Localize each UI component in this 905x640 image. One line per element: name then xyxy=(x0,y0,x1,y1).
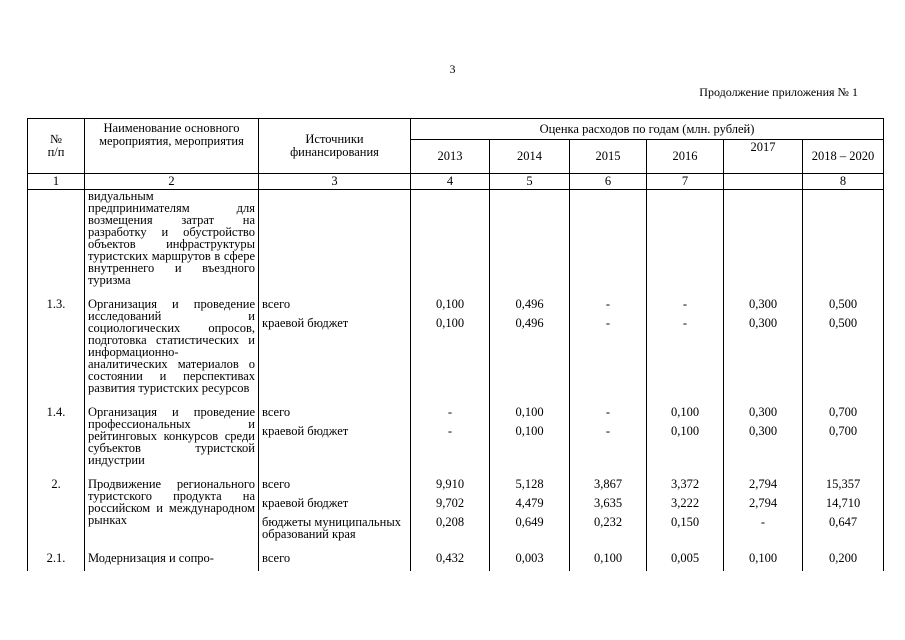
funding-source: бюджеты муниципальных образований края xyxy=(262,515,401,541)
expense-value: 0,300 xyxy=(748,316,778,330)
expense-value: 5,128 xyxy=(515,477,544,491)
year-values xyxy=(411,466,490,540)
expense-value: 0,496 xyxy=(515,297,544,311)
funding-sources xyxy=(259,540,411,571)
year-values xyxy=(647,394,724,466)
table-row xyxy=(28,286,884,394)
activity-name: Продвижение регионального туристского продукта на российском и международном рынках xyxy=(85,466,259,540)
expense-value: 0,100 xyxy=(515,405,544,419)
expense-value: 3,372 xyxy=(670,477,700,491)
header-year: 2013 xyxy=(411,140,490,174)
expense-value: 0,300 xyxy=(748,424,778,438)
expense-value: 0,100 xyxy=(435,316,465,330)
year-values xyxy=(490,466,570,540)
expenditure-table xyxy=(27,118,884,571)
year-values xyxy=(411,540,490,571)
col-number: 8 xyxy=(803,174,884,190)
year-values xyxy=(411,394,490,466)
year-values xyxy=(803,540,884,571)
expense-value: 9,910 xyxy=(435,477,465,491)
expense-value: 0,232 xyxy=(593,515,623,529)
funding-sources xyxy=(259,394,411,466)
year-values xyxy=(724,394,803,466)
expense-value: 0,100 xyxy=(670,424,700,438)
header-name: Наименование основного мероприятия, мероприятия xyxy=(85,119,259,174)
page-number: 3 xyxy=(449,62,456,76)
expense-value: - xyxy=(682,316,688,330)
expense-value: 9,702 xyxy=(435,496,465,510)
expense-value: 15,357 xyxy=(825,477,861,491)
continued-name: видуальным предпринимателям для возмещения затрат на разработку и обустройство объектов инфраструктуры туристских маршрутов в сфере внутреннего и въездного туризма xyxy=(85,190,259,287)
expense-value: 0,100 xyxy=(435,297,465,311)
expense-value: 2,794 xyxy=(748,496,778,510)
funding-source: краевой бюджет xyxy=(262,424,349,438)
expense-value: 0,300 xyxy=(748,405,778,419)
expense-value: 0,208 xyxy=(435,515,465,529)
expense-value: - xyxy=(447,424,453,438)
table-row xyxy=(28,466,884,540)
expense-value: 0,496 xyxy=(515,316,544,330)
header-estimate: Оценка расходов по годам (млн. рублей) xyxy=(411,119,884,140)
activity-name: Организация и проведение исследований и социологических опросов, подготовка статистических и информационно-аналитических материалов о состоянии и перспективах развития туристских ресурсов xyxy=(85,286,259,394)
col-number: 2 xyxy=(85,174,259,190)
funding-source: всего xyxy=(262,405,291,419)
column-numbers-row xyxy=(28,174,884,190)
expense-value: 0,200 xyxy=(828,551,858,565)
row-number: 2.1. xyxy=(28,540,85,571)
funding-source: всего xyxy=(262,477,291,491)
expense-value: 4,479 xyxy=(515,496,544,510)
expense-value: 14,710 xyxy=(825,496,861,510)
expense-value: 0,003 xyxy=(515,551,544,565)
year-values xyxy=(724,286,803,394)
header-year: 2015 xyxy=(570,140,647,174)
expense-value: - xyxy=(760,515,766,529)
header-num: № п/п xyxy=(28,119,85,174)
expense-value: 3,222 xyxy=(670,496,700,510)
expense-value: - xyxy=(605,316,611,330)
col-number: 7 xyxy=(647,174,724,190)
year-values xyxy=(490,394,570,466)
year-values xyxy=(647,286,724,394)
header-year: 2018 – 2020 xyxy=(803,140,884,174)
expense-value: 0,005 xyxy=(670,551,700,565)
expense-value: - xyxy=(447,405,453,419)
funding-sources xyxy=(259,286,411,394)
expense-value: 3,867 xyxy=(593,477,623,491)
year-values xyxy=(724,466,803,540)
funding-source: краевой бюджет xyxy=(262,496,349,510)
funding-source: всего xyxy=(262,551,291,565)
expense-value: 3,635 xyxy=(593,496,623,510)
expense-value: 0,100 xyxy=(593,551,623,565)
expense-value: 0,647 xyxy=(828,515,858,529)
expense-value: 0,150 xyxy=(670,515,700,529)
row-number: 1.3. xyxy=(28,286,85,394)
table-row xyxy=(28,540,884,571)
funding-sources xyxy=(259,466,411,540)
expense-value: 2,794 xyxy=(748,477,778,491)
col-number: 4 xyxy=(411,174,490,190)
year-values xyxy=(570,286,647,394)
header-year: 2016 xyxy=(647,140,724,174)
year-values xyxy=(803,394,884,466)
expense-value: - xyxy=(605,424,611,438)
year-values xyxy=(647,540,724,571)
table-row xyxy=(28,394,884,466)
expense-value: 0,700 xyxy=(828,405,858,419)
funding-source: всего xyxy=(262,297,291,311)
expense-value: 0,649 xyxy=(515,515,544,529)
year-values xyxy=(570,540,647,571)
col-number: 5 xyxy=(490,174,570,190)
year-values xyxy=(490,286,570,394)
expense-value: - xyxy=(682,297,688,311)
year-values xyxy=(803,466,884,540)
year-values xyxy=(490,540,570,571)
col-number: 3 xyxy=(259,174,411,190)
row-number: 1.4. xyxy=(28,394,85,466)
expense-value: 0,432 xyxy=(435,551,465,565)
header-sources: Источники финансирования xyxy=(259,119,411,174)
activity-name: Модернизация и сопро- xyxy=(85,540,259,571)
expense-value: - xyxy=(605,297,611,311)
year-values xyxy=(803,286,884,394)
table-row-continuation xyxy=(28,190,884,287)
col-number: 6 xyxy=(570,174,647,190)
year-values xyxy=(570,466,647,540)
expense-value: 0,100 xyxy=(670,405,700,419)
col-number xyxy=(724,174,803,190)
expense-value: 0,700 xyxy=(828,424,858,438)
activity-name: Организация и проведение профессиональных и рейтинговых конкурсов среди субъектов туристской индустрии xyxy=(85,394,259,466)
appendix-continuation-label: Продолжение приложения № 1 xyxy=(699,85,858,99)
year-values xyxy=(724,540,803,571)
expense-value: 0,300 xyxy=(748,297,778,311)
header-year: 2014 xyxy=(490,140,570,174)
expense-value: 0,100 xyxy=(515,424,544,438)
header-year: 2017 xyxy=(724,140,803,174)
funding-source: краевой бюджет xyxy=(262,316,349,330)
expense-value: 0,500 xyxy=(828,297,858,311)
expense-value: 0,500 xyxy=(828,316,858,330)
year-values xyxy=(411,286,490,394)
row-number: 2. xyxy=(28,466,85,540)
expense-value: - xyxy=(605,405,611,419)
year-values xyxy=(570,394,647,466)
col-number: 1 xyxy=(28,174,85,190)
year-values xyxy=(647,466,724,540)
expense-value: 0,100 xyxy=(748,551,778,565)
